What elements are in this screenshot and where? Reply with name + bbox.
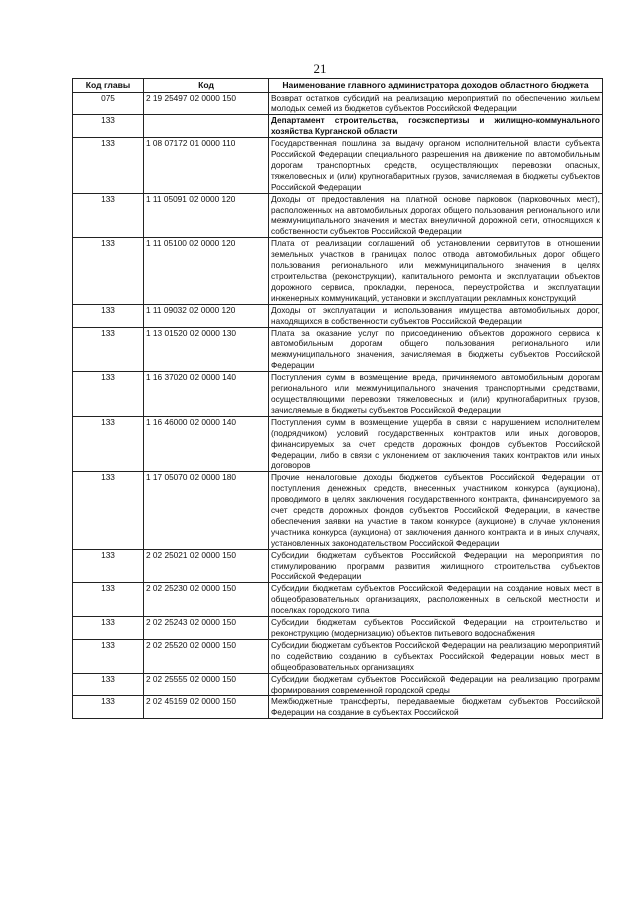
administrator-name-cell: Субсидии бюджетам субъектов Российской Федерации на создание новых мест в общеобразовательных организациях, расположенных в сельской местности и поселках городского типа <box>269 583 603 617</box>
code-cell: 1 08 07172 01 0000 110 <box>144 138 269 194</box>
header-administrator-name: Наименование главного администратора доходов областного бюджета <box>269 79 603 93</box>
chapter-code-cell: 133 <box>73 416 144 472</box>
chapter-code-cell: 133 <box>73 696 144 719</box>
code-cell: 1 11 05100 02 0000 120 <box>144 238 269 304</box>
code-cell: 2 02 25230 02 0000 150 <box>144 583 269 617</box>
administrator-name-cell: Субсидии бюджетам субъектов Российской Федерации на реализацию мероприятий по содействию созданию в субъектах Российской Федерации новых мест в общеобразовательных организациях <box>269 639 603 673</box>
chapter-code-cell: 133 <box>73 639 144 673</box>
table-header-row <box>73 79 603 93</box>
chapter-code-cell: 133 <box>73 549 144 583</box>
table-row <box>73 238 603 304</box>
administrator-name-cell: Межбюджетные трансферты, передаваемые бюджетам субъектов Российской Федерации на создание в субъектах Российской <box>269 696 603 719</box>
chapter-code-cell: 133 <box>73 583 144 617</box>
table-row <box>73 549 603 583</box>
table-row <box>73 193 603 238</box>
revenue-administrators-table <box>72 78 603 719</box>
table-row <box>73 416 603 472</box>
administrator-name-cell: Доходы от эксплуатации и использования имущества автомобильных дорог, находящихся в собственности субъектов Российской Федерации <box>269 304 603 327</box>
table-header <box>73 79 603 93</box>
table-row <box>73 304 603 327</box>
chapter-code-cell: 133 <box>73 472 144 549</box>
administrator-name-cell: Прочие неналоговые доходы бюджетов субъектов Российской Федерации от поступления денежных средств, внесенных участником конкурса (аукциона), проводимого в целях заключения государственного контракта, финансируемого за счет средств дорожных фондов субъектов Российской Федерации, в качестве обеспечения заявки на участие в таком конкурсе (аукционе) в случае уклонения участника конкурса (аукциона) от заключения данного контракта и в иных случаях, установленных законодательством Российской Федерации <box>269 472 603 549</box>
chapter-code-cell: 133 <box>73 304 144 327</box>
administrator-name-cell: Субсидии бюджетам субъектов Российской Федерации на реализацию программ формирования современной городской среды <box>269 673 603 696</box>
administrator-name-cell: Государственная пошлина за выдачу органом исполнительной власти субъекта Российской Федерации специального разрешения на движение по автомобильным дорогам транспортных средств, осуществляющих перевозки опасных, тяжеловесных и (или) крупногабаритных грузов, зачисляемая в бюджеты субъектов Российской Федерации <box>269 138 603 194</box>
table-row <box>73 583 603 617</box>
code-cell: 2 02 25021 02 0000 150 <box>144 549 269 583</box>
code-cell: 2 02 25555 02 0000 150 <box>144 673 269 696</box>
chapter-code-cell: 133 <box>73 327 144 372</box>
administrator-name-cell: Субсидии бюджетам субъектов Российской Федерации на строительство и реконструкцию (модернизацию) объектов питьевого водоснабжения <box>269 617 603 640</box>
table-row <box>73 472 603 549</box>
table-row <box>73 372 603 417</box>
table-row <box>73 92 603 115</box>
table-row <box>73 696 603 719</box>
administrator-name-cell: Доходы от предоставления на платной основе парковок (парковочных мест), расположенных на автомобильных дорогах общего пользования регионального или межмуниципального значения и местах внеуличной дорожной сети, относящихся к собственности субъектов Российской Федерации <box>269 193 603 238</box>
chapter-code-cell: 133 <box>73 673 144 696</box>
code-cell: 1 17 05070 02 0000 180 <box>144 472 269 549</box>
code-cell: 1 16 46000 02 0000 140 <box>144 416 269 472</box>
table-row <box>73 138 603 194</box>
header-chapter-code: Код главы <box>73 79 144 93</box>
table-row <box>73 639 603 673</box>
code-cell <box>144 115 269 138</box>
table-body <box>73 92 603 719</box>
code-cell: 1 11 09032 02 0000 120 <box>144 304 269 327</box>
chapter-code-cell: 133 <box>73 372 144 417</box>
code-cell: 1 16 37020 02 0000 140 <box>144 372 269 417</box>
chapter-code-cell: 133 <box>73 115 144 138</box>
code-cell: 1 13 01520 02 0000 130 <box>144 327 269 372</box>
code-cell: 2 02 25520 02 0000 150 <box>144 639 269 673</box>
administrator-name-cell: Плата от реализации соглашений об установлении сервитутов в отношении земельных участков в границах полос отвода автомобильных дорог общего пользования регионального или межмуниципального значения в целях строительства (реконструкции), капитального ремонта и эксплуатации объектов дорожного сервиса, прокладки, переноса, переустройства и эксплуатации инженерных коммуникаций, установки и эксплуатации рекламных конструкций <box>269 238 603 304</box>
administrator-name-cell: Поступления сумм в возмещение ущерба в связи с нарушением исполнителем (подрядчиком) условий государственных контрактов или иных договоров, финансируемых за счет средств дорожных фондов субъектов Российской Федерации, либо в связи с уклонением от заключения таких контрактов или иных договоров <box>269 416 603 472</box>
chapter-code-cell: 133 <box>73 617 144 640</box>
header-code: Код <box>144 79 269 93</box>
chapter-code-cell: 133 <box>73 238 144 304</box>
code-cell: 2 02 45159 02 0000 150 <box>144 696 269 719</box>
page-number: 21 <box>313 61 327 76</box>
chapter-code-cell: 133 <box>73 138 144 194</box>
table-row <box>73 673 603 696</box>
administrator-name-cell: Плата за оказание услуг по присоединению объектов дорожного сервиса к автомобильным дорогам общего пользования регионального или межмуниципального значения, зачисляемая в бюджеты субъектов Российской Федерации <box>269 327 603 372</box>
administrator-name-cell: Возврат остатков субсидий на реализацию мероприятий по обеспечению жильем молодых семей из бюджетов субъектов Российской Федерации <box>269 92 603 115</box>
table-row <box>73 115 603 138</box>
administrator-name-cell: Поступления сумм в возмещение вреда, причиняемого автомобильным дорогам регионального или межмуниципального значения транспортными средствами, осуществляющими перевозки тяжеловесных и (или) крупногабаритных грузов, зачисляемые в бюджеты субъектов Российской Федерации <box>269 372 603 417</box>
code-cell: 2 02 25243 02 0000 150 <box>144 617 269 640</box>
chapter-code-cell: 075 <box>73 92 144 115</box>
chapter-code-cell: 133 <box>73 193 144 238</box>
code-cell: 1 11 05091 02 0000 120 <box>144 193 269 238</box>
administrator-name-cell: Департамент строительства, госэкспертизы и жилищно-коммунального хозяйства Курганской области <box>269 115 603 138</box>
table-row <box>73 617 603 640</box>
table-row <box>73 327 603 372</box>
code-cell: 2 19 25497 02 0000 150 <box>144 92 269 115</box>
administrator-name-cell: Субсидии бюджетам субъектов Российской Федерации на мероприятия по стимулированию программ развития жилищного строительства субъектов Российской Федерации <box>269 549 603 583</box>
